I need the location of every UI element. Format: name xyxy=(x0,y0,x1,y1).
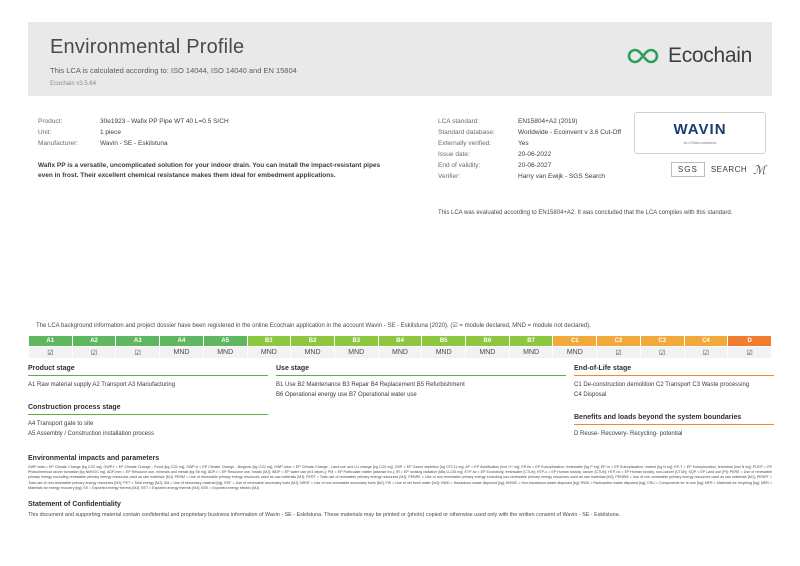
module-code-d: D xyxy=(728,336,772,347)
end-of-validity-row xyxy=(438,160,698,171)
module-mark-b3: MND xyxy=(334,347,378,359)
search-wordmark: SEARCH xyxy=(710,165,748,174)
ecochain-wordmark: Ecochain xyxy=(668,44,752,67)
environmental-impacts-section xyxy=(28,455,772,491)
use-stage-title: Use stage xyxy=(276,365,310,372)
divider xyxy=(276,375,566,376)
manufacturer-logo xyxy=(634,112,766,154)
module-code-a1: A1 xyxy=(29,336,73,347)
module-mark-c2: ☑ xyxy=(597,347,641,359)
product-info-block xyxy=(28,116,772,226)
standard-database-label: Standard database: xyxy=(438,129,495,136)
end-of-validity-label: End of validity: xyxy=(438,162,481,169)
issue-date-label: Issue date: xyxy=(438,151,470,158)
module-mark-b6: MND xyxy=(466,347,510,359)
statement-body: This document and supporting material contain confidential and proprietary business information of Wavin - SE - Eskilstuna. These materials may be printed or (photo) copied or otherwise used only with the written consent of Wavin - SE - Eskilstuna. xyxy=(28,512,621,519)
product-stage-title: Product stage xyxy=(28,365,75,372)
eol-stage-column xyxy=(574,365,774,439)
divider xyxy=(28,375,268,376)
module-code-c4: C4 xyxy=(684,336,728,347)
document-header xyxy=(28,22,772,96)
app-version: Ecochain v3.5.64 xyxy=(50,81,97,87)
module-code-a4: A4 xyxy=(160,336,204,347)
module-declaration-table xyxy=(28,335,772,359)
standard-database-value: Worldwide - Ecoinvent v 3.6 Cut-Off xyxy=(518,129,622,136)
ecochain-logo xyxy=(625,44,752,68)
benefits-block xyxy=(574,414,774,439)
construction-stage-item-a5: A5 Assembly / Construction installation process xyxy=(28,431,155,437)
eol-stage-items-2: C4 Disposal xyxy=(574,392,607,398)
externally-verified-label: Externally verified: xyxy=(438,140,492,147)
module-code-b5: B5 xyxy=(422,336,466,347)
impacts-title: Environmental impacts and parameters xyxy=(28,455,160,462)
module-code-a3: A3 xyxy=(116,336,160,347)
product-value: 30e1923 - Wafix PP Pipe WT 40 L=0.5 S/CH xyxy=(100,118,229,125)
module-mark-b5: MND xyxy=(422,347,466,359)
module-code-c2: C2 xyxy=(597,336,641,347)
wavin-wordmark: WAVIN xyxy=(673,121,727,138)
divider xyxy=(574,375,774,376)
end-of-validity-value: 20-06-2027 xyxy=(518,162,552,169)
module-mark-b7: MND xyxy=(509,347,553,359)
module-mark-d: ☑ xyxy=(728,347,772,359)
benefits-title: Benefits and loads beyond the system boundaries xyxy=(574,414,742,421)
module-mark-b4: MND xyxy=(378,347,422,359)
product-stage-items: A1 Raw material supply A2 Transport A3 Manufacturing xyxy=(28,382,176,388)
module-code-a5: A5 xyxy=(203,336,247,347)
module-code-b6: B6 xyxy=(466,336,510,347)
verifier-label: Verifier: xyxy=(438,173,461,180)
wavin-tagline: An Orbia business xyxy=(683,140,717,145)
construction-stage-item-a4: A4 Transport gate to site xyxy=(28,421,94,427)
module-mark-b2: MND xyxy=(291,347,335,359)
lca-standard-label: LCA standard: xyxy=(438,118,480,125)
verifier-row xyxy=(438,171,698,182)
lifecycle-stages xyxy=(28,365,772,451)
confidentiality-section xyxy=(28,501,772,519)
verifier-logo xyxy=(671,162,766,177)
module-code-b3: B3 xyxy=(334,336,378,347)
unit-row xyxy=(38,127,398,138)
divider xyxy=(574,424,774,425)
module-code-row xyxy=(29,336,772,347)
module-code-a2: A2 xyxy=(72,336,116,347)
module-mark-b1: MND xyxy=(247,347,291,359)
module-mark-c1: MND xyxy=(553,347,597,359)
unit-label: Unit: xyxy=(38,129,52,136)
module-mark-c3: ☑ xyxy=(640,347,684,359)
product-row xyxy=(38,116,398,127)
statement-title: Statement of Confidentiality xyxy=(28,501,121,509)
module-mark-a5: MND xyxy=(203,347,247,359)
manufacturer-row xyxy=(38,138,398,149)
sgs-badge: SGS xyxy=(671,162,705,177)
manufacturer-value: Wavin - SE - Eskilstuna xyxy=(100,140,168,147)
module-code-c3: C3 xyxy=(640,336,684,347)
module-mark-a2: ☑ xyxy=(72,347,116,359)
module-code-b1: B1 xyxy=(247,336,291,347)
eol-stage-title: End-of-Life stage xyxy=(574,365,632,372)
module-code-c1: C1 xyxy=(553,336,597,347)
use-stage-items-1: B1 Use B2 Maintenance B3 Repair B4 Replacement B5 Refurbishment xyxy=(276,382,465,388)
product-stage-column xyxy=(28,365,268,439)
header-subtitle: This LCA is calculated according to: ISO 14044, ISO 14040 and EN 15804 xyxy=(50,66,297,75)
eol-stage-items-1: C1 De-construction demolition C2 Transport C3 Waste processing xyxy=(574,382,750,388)
construction-stage-title: Construction process stage xyxy=(28,404,121,411)
signature-mark: ℳ xyxy=(753,162,766,177)
manufacturer-label: Manufacturer: xyxy=(38,140,79,147)
registry-note: The LCA background information and project dossier have been registered in the online Ecochain application in the account Wavin - SE - Eskilstuna (2020). (☑ = module declared, MND = module not declared). xyxy=(36,323,591,329)
page-title: Environmental Profile xyxy=(50,36,245,58)
product-label: Product: xyxy=(38,118,63,125)
lca-standard-value: EN15804+A2 (2019) xyxy=(518,118,578,125)
benefits-item-d: D Reuse- Recovery- Recycling- potential xyxy=(574,431,683,437)
product-details-column xyxy=(38,116,398,181)
module-code-b7: B7 xyxy=(509,336,553,347)
issue-date-value: 20-06-2022 xyxy=(518,151,552,158)
divider xyxy=(28,414,268,415)
use-stage-items-2: B6 Operational energy use B7 Operational water use xyxy=(276,392,417,398)
module-mark-c4: ☑ xyxy=(684,347,728,359)
impacts-body: GWP-total = EP Climate Change [kg CO2 eq]; GWP-f = EP Climate Change - Fossil [kg CO2 eq]; GWP-b = EP Climate Change - Biogenic [kg CO2 eq]; GWP-luluc = EP Climate Change - Land use and LU change [kg CO2 eq]; ODP = EP Ozone depletion [kg CFC11 eq]; AP = EP Acidification [mol H+ eq]; EP-fw = EP Eutrophication, freshwater [kg P eq]; EP-m = EP Eutrophication, marine [kg N eq]; EP-T = EP Eutrophication, terrestrial [mol N eq]; POCP = EP Photochemical ozone formation [kg NMVOC eq]; ADP-mm = EP Resource use, minerals and metals [kg Sb eq]; ADP-f = EP Resource use, fossils [MJ]; WDP = EP water use [m3 depriv.]; PM = EP Particulate matter [disease inc.]; IR = EP Ionising radiation [kBq U-235 eq]; ETP-fw = EP Ecotoxicity, freshwater [CTUe]; HTP-c = EP Human toxicity, cancer [CTUh]; HTP-nc = EP Human toxicity, non-cancer [CTUh]; SQP = EP Land use [Pt]; PERE = Use of renewable primary energy excluding renewable primary energy resources used as raw materials [MJ]; PERM = Use of renewable primary energy resources used as raw materials [MJ]; PERT = Total use of renewable primary energy resources [MJ]; PENRE = Use of non-renewable primary energy excluding non-renewable primary energy resources used as raw materials [MJ]; PENRM = Use of non-renewable primary energy resources used as raw materials [MJ]; PENRT = Total use of non-renewable primary energy resources [MJ]; PET = Total energy [MJ]; SM = Use of secondary material [kg]; RSF = Use of renewable secondary fuels [MJ]; NRSF = Use of non-renewable secondary fuels [MJ]; FW = Use of net fresh water [m3]; HWD = Hazardous waste disposed [kg]; NHWD = Non-hazardous waste disposed [kg]; RWD = Radioactive waste disposed [kg]; CRU = Components for re-use [kg]; MFR = Materials for recycling [kg]; MER = Materials for energy recovery [kg]; EE = Exported energy thermic [MJ]; EET = Exported energy thermic [MJ]; EEE = Exported energy electric [MJ] xyxy=(28,465,772,490)
verifier-value: Harry van Ewijk - SGS Search xyxy=(518,173,606,180)
unit-value: 1 piece xyxy=(100,129,121,136)
use-stage-column xyxy=(276,365,566,400)
construction-stage-block xyxy=(28,404,268,439)
module-mark-a3: ☑ xyxy=(116,347,160,359)
module-code-b2: B2 xyxy=(291,336,335,347)
module-code-b4: B4 xyxy=(378,336,422,347)
product-description: Wafix PP is a versatile, uncomplicated solution for your indoor drain. You can install the impact-resistant pipes even in frost. Their excellent chemical resistance makes them ideal for embedment applications. xyxy=(38,162,381,179)
module-mark-row xyxy=(29,347,772,359)
infinity-icon xyxy=(625,46,661,66)
module-mark-a4: MND xyxy=(160,347,204,359)
externally-verified-value: Yes xyxy=(518,140,529,147)
verification-note: This LCA was evaluated according to EN15804+A2. It was concluded that the LCA complies with this standard. xyxy=(438,210,733,216)
module-mark-a1: ☑ xyxy=(29,347,73,359)
